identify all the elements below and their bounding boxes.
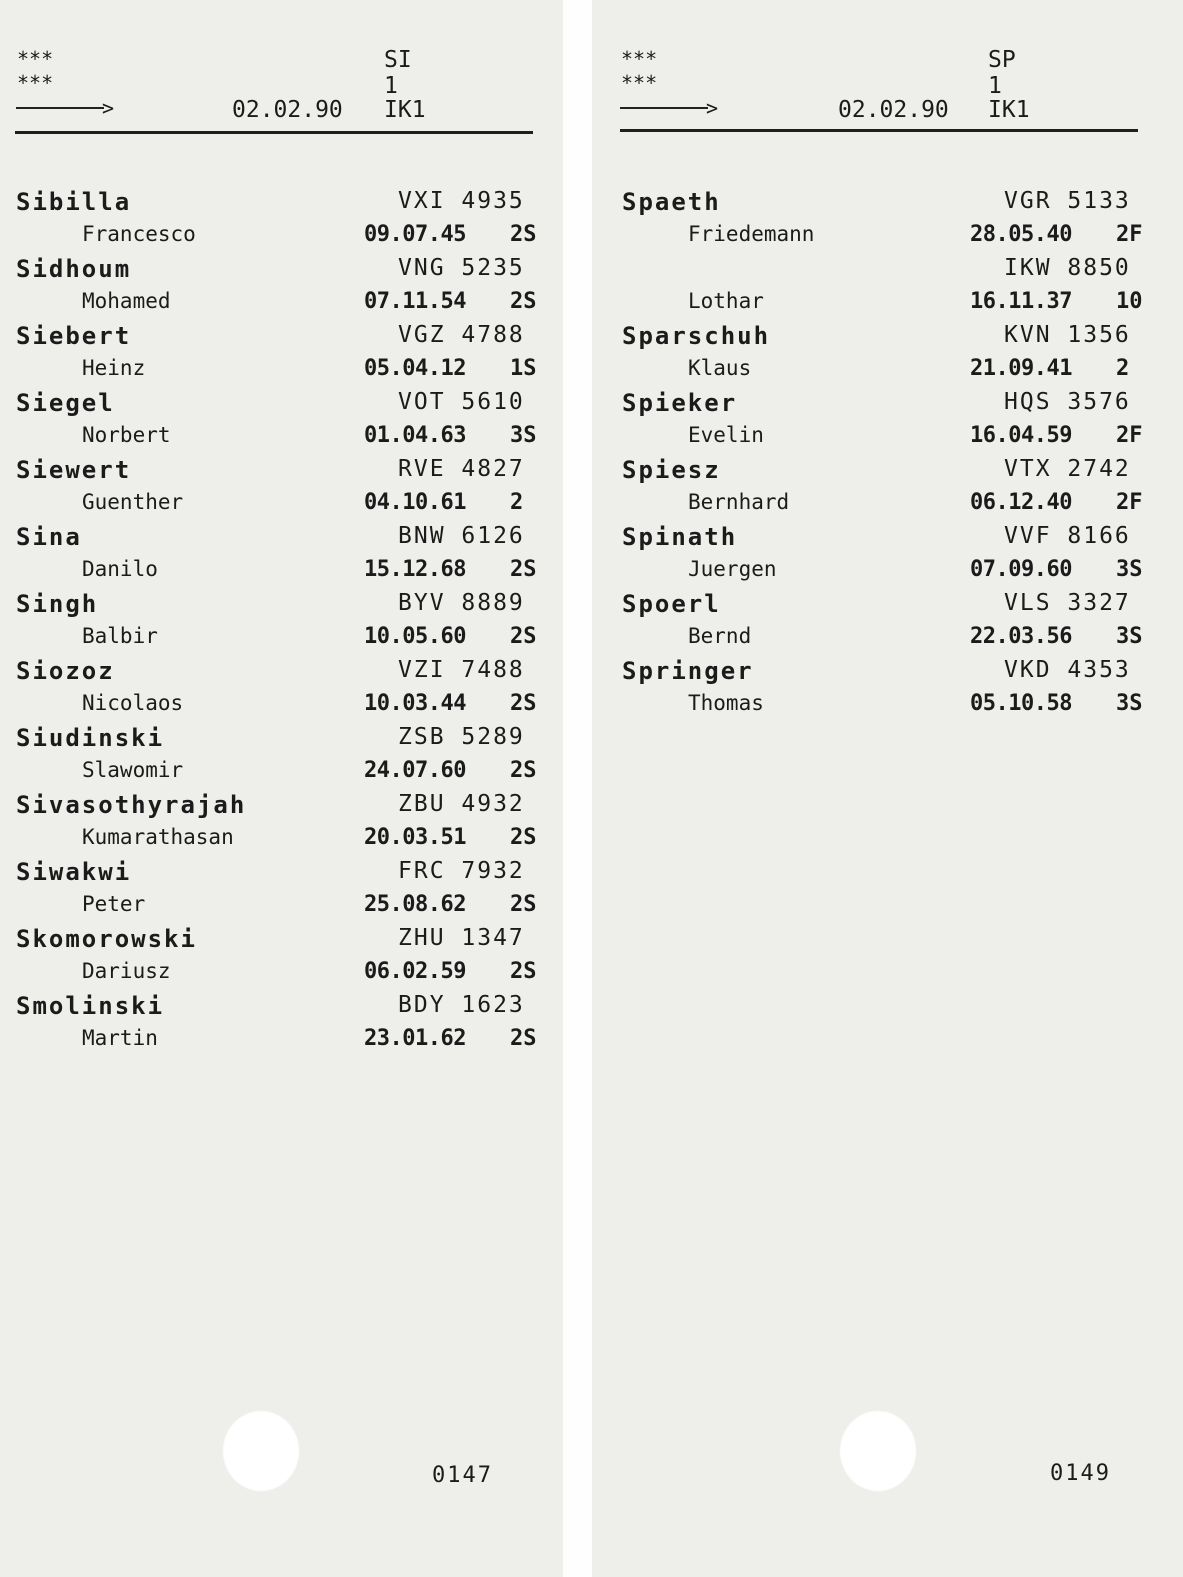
entry-category: 3S xyxy=(1116,557,1143,582)
entry-category: 2S xyxy=(510,222,537,247)
entry-first-name: Norbert xyxy=(82,423,171,447)
entry-surname: Spinath xyxy=(622,523,738,551)
entry-date-of-birth: 20.03.51 xyxy=(364,825,466,850)
entry-reference-id: FRC 7932 xyxy=(398,858,525,884)
list-item xyxy=(592,188,1183,255)
entry-category: 2S xyxy=(510,892,537,917)
list-item xyxy=(0,523,563,590)
entry-date-of-birth: 24.07.60 xyxy=(364,758,466,783)
arrow-icon: > xyxy=(16,98,116,118)
entry-category: 3S xyxy=(1116,691,1143,716)
entry-category: 2 xyxy=(1116,356,1130,381)
entry-category: 2S xyxy=(510,557,537,582)
card-code: SI xyxy=(384,47,412,73)
index-card-right xyxy=(592,0,1183,1577)
entry-reference-id: VNG 5235 xyxy=(398,255,525,281)
list-item xyxy=(0,724,563,791)
list-item xyxy=(0,657,563,724)
entry-first-name: Danilo xyxy=(82,557,158,581)
list-item xyxy=(592,389,1183,456)
entry-date-of-birth: 23.01.62 xyxy=(364,1026,466,1051)
entry-reference-id: HQS 3576 xyxy=(1004,389,1131,415)
list-item xyxy=(0,255,563,322)
entry-category: 3S xyxy=(1116,624,1143,649)
entry-reference-id: IKW 8850 xyxy=(1004,255,1131,281)
entry-category: 2F xyxy=(1116,490,1143,515)
entry-first-name: Nicolaos xyxy=(82,691,184,715)
entry-category: 3S xyxy=(510,423,537,448)
list-item xyxy=(0,322,563,389)
entry-reference-id: VOT 5610 xyxy=(398,389,525,415)
stars-line-1: *** xyxy=(17,47,54,71)
list-item xyxy=(592,322,1183,389)
entry-reference-id: KVN 1356 xyxy=(1004,322,1131,348)
entry-date-of-birth: 06.12.40 xyxy=(970,490,1072,515)
card-code: SP xyxy=(988,47,1016,73)
entry-first-name: Guenther xyxy=(82,490,184,514)
entry-surname: Siegel xyxy=(16,389,115,417)
entry-reference-id: VKD 4353 xyxy=(1004,657,1131,683)
entry-surname: Spaeth xyxy=(622,188,721,216)
entry-date-of-birth: 05.04.12 xyxy=(364,356,466,381)
entry-surname: Siebert xyxy=(16,322,132,350)
entry-surname: Skomorowski xyxy=(16,925,197,953)
entry-date-of-birth: 16.11.37 xyxy=(970,289,1072,314)
entry-first-name: Friedemann xyxy=(688,222,815,246)
card-number: 1 xyxy=(384,73,398,99)
entry-category: 2F xyxy=(1116,423,1143,448)
entry-date-of-birth: 22.03.56 xyxy=(970,624,1072,649)
entry-reference-id: VGR 5133 xyxy=(1004,188,1131,214)
entry-category: 2S xyxy=(510,1026,537,1051)
entry-surname: Smolinski xyxy=(16,992,165,1020)
entry-category: 2S xyxy=(510,825,537,850)
entry-surname: Spieker xyxy=(622,389,738,417)
card-date: 02.02.90 xyxy=(232,97,343,123)
header-rule xyxy=(620,129,1138,132)
list-item xyxy=(0,590,563,657)
list-item xyxy=(592,523,1183,590)
list-item xyxy=(0,456,563,523)
entry-date-of-birth: 09.07.45 xyxy=(364,222,466,247)
entry-date-of-birth: 25.08.62 xyxy=(364,892,466,917)
entry-reference-id: VXI 4935 xyxy=(398,188,525,214)
entry-date-of-birth: 07.11.54 xyxy=(364,289,466,314)
entry-first-name: Peter xyxy=(82,892,146,916)
entry-reference-id: RVE 4827 xyxy=(398,456,525,482)
entry-first-name: Evelin xyxy=(688,423,764,447)
entry-first-name: Kumarathasan xyxy=(82,825,234,849)
card-date: 02.02.90 xyxy=(838,97,949,123)
card-unit: IK1 xyxy=(384,97,426,123)
entry-first-name: Juergen xyxy=(688,557,777,581)
entry-category: 2S xyxy=(510,959,537,984)
entry-surname: Singh xyxy=(16,590,99,618)
entry-reference-id: VTX 2742 xyxy=(1004,456,1131,482)
entry-first-name: Martin xyxy=(82,1026,158,1050)
entry-reference-id: BNW 6126 xyxy=(398,523,525,549)
entry-category: 2S xyxy=(510,691,537,716)
entry-reference-id: VGZ 4788 xyxy=(398,322,525,348)
entry-category: 2S xyxy=(510,758,537,783)
entry-surname: Siwakwi xyxy=(16,858,132,886)
header-rule xyxy=(15,131,533,134)
entry-reference-id: VVF 8166 xyxy=(1004,523,1131,549)
index-card-left xyxy=(0,0,563,1577)
stars-line-2: *** xyxy=(621,71,658,95)
entry-first-name: Bernhard xyxy=(688,490,790,514)
list-item xyxy=(0,791,563,858)
list-item xyxy=(592,657,1183,724)
entry-first-name: Balbir xyxy=(82,624,158,648)
entry-surname: Sparschuh xyxy=(622,322,771,350)
entry-reference-id: ZHU 1347 xyxy=(398,925,525,951)
entry-surname: Springer xyxy=(622,657,754,685)
entry-date-of-birth: 10.03.44 xyxy=(364,691,466,716)
list-item xyxy=(0,992,563,1059)
entry-surname: Sibilla xyxy=(16,188,132,216)
list-item xyxy=(0,858,563,925)
entry-reference-id: VLS 3327 xyxy=(1004,590,1131,616)
list-item xyxy=(0,188,563,255)
entry-date-of-birth: 04.10.61 xyxy=(364,490,466,515)
entry-surname: Siewert xyxy=(16,456,132,484)
entry-first-name: Bernd xyxy=(688,624,752,648)
entry-reference-id: VZI 7488 xyxy=(398,657,525,683)
entry-date-of-birth: 06.02.59 xyxy=(364,959,466,984)
entry-date-of-birth: 01.04.63 xyxy=(364,423,466,448)
entry-surname: Sidhoum xyxy=(16,255,132,283)
entry-surname: Spiesz xyxy=(622,456,721,484)
list-item xyxy=(0,925,563,992)
entry-surname: Sina xyxy=(16,523,82,551)
entry-date-of-birth: 07.09.60 xyxy=(970,557,1072,582)
entry-surname: Siudinski xyxy=(16,724,165,752)
entry-first-name: Lothar xyxy=(688,289,764,313)
entry-category: 2 xyxy=(510,490,524,515)
list-item xyxy=(592,255,1183,322)
stars-line-1: *** xyxy=(621,47,658,71)
entry-date-of-birth: 28.05.40 xyxy=(970,222,1072,247)
entry-reference-id: ZSB 5289 xyxy=(398,724,525,750)
punch-hole xyxy=(839,1410,917,1492)
entry-category: 2S xyxy=(510,289,537,314)
arrow-icon: > xyxy=(620,98,720,118)
entry-date-of-birth: 10.05.60 xyxy=(364,624,466,649)
list-item xyxy=(592,456,1183,523)
entry-first-name: Klaus xyxy=(688,356,752,380)
entry-first-name: Dariusz xyxy=(82,959,171,983)
list-item xyxy=(0,389,563,456)
page-number: 0149 xyxy=(1050,1461,1111,1486)
entry-reference-id: ZBU 4932 xyxy=(398,791,525,817)
entry-category: 2F xyxy=(1116,222,1143,247)
entry-first-name: Francesco xyxy=(82,222,196,246)
card-number: 1 xyxy=(988,73,1002,99)
entry-first-name: Slawomir xyxy=(82,758,184,782)
entry-category: 2S xyxy=(510,624,537,649)
stars-line-2: *** xyxy=(17,71,54,95)
entry-category: 10 xyxy=(1116,289,1143,314)
entry-first-name: Mohamed xyxy=(82,289,171,313)
page-number: 0147 xyxy=(432,1463,493,1488)
entry-reference-id: BYV 8889 xyxy=(398,590,525,616)
entry-category: 1S xyxy=(510,356,537,381)
entry-first-name: Thomas xyxy=(688,691,764,715)
list-item xyxy=(592,590,1183,657)
card-unit: IK1 xyxy=(988,97,1030,123)
entry-surname: Siozoz xyxy=(16,657,115,685)
entry-date-of-birth: 15.12.68 xyxy=(364,557,466,582)
entry-reference-id: BDY 1623 xyxy=(398,992,525,1018)
entry-date-of-birth: 05.10.58 xyxy=(970,691,1072,716)
entry-first-name: Heinz xyxy=(82,356,146,380)
entry-date-of-birth: 16.04.59 xyxy=(970,423,1072,448)
punch-hole xyxy=(222,1410,300,1492)
entry-surname: Spoerl xyxy=(622,590,721,618)
entry-date-of-birth: 21.09.41 xyxy=(970,356,1072,381)
entry-surname: Sivasothyrajah xyxy=(16,791,247,819)
